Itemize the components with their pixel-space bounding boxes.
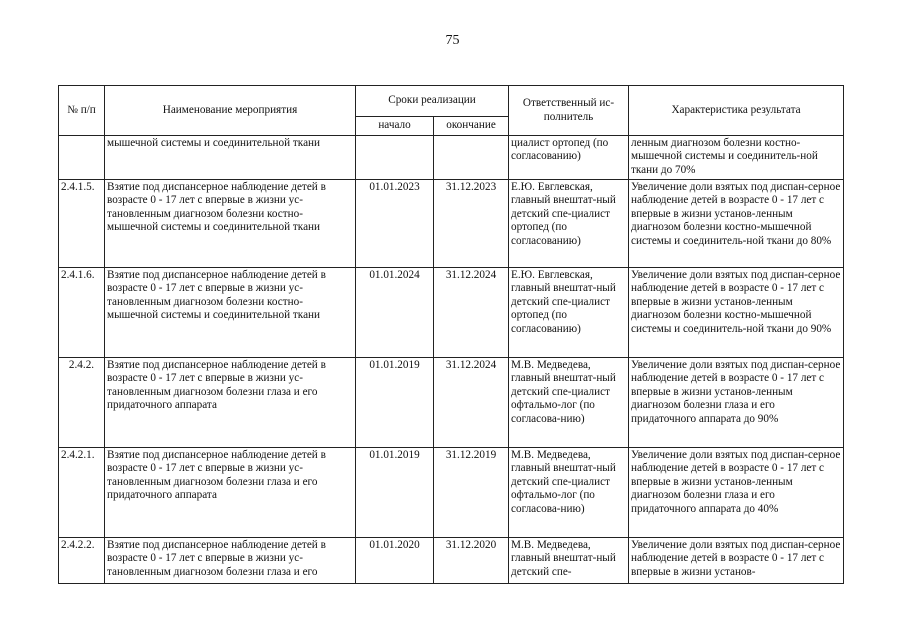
row-start: 01.01.2019 <box>356 358 434 448</box>
row-responsible: Е.Ю. Евглевская, главный внештат-ный детский спе-циалист ортопед (по согласованию) <box>509 268 629 358</box>
row-responsible: циалист ортопед (по согласованию) <box>509 136 629 180</box>
row-start: 01.01.2019 <box>356 448 434 538</box>
table-row <box>59 180 844 268</box>
header-row <box>59 86 844 117</box>
header-num: № п/п <box>59 86 105 136</box>
row-start: 01.01.2023 <box>356 180 434 268</box>
row-result: Увеличение доли взятых под диспан-серное наблюдение детей в возрасте 0 - 17 лет с впервые в жизни установ-ленным диагнозом болезни глаза и его придаточного аппарата до 40% <box>629 448 844 538</box>
header-start: начало <box>356 117 434 136</box>
row-start: 01.01.2020 <box>356 538 434 584</box>
table-row <box>59 136 844 180</box>
row-responsible: М.В. Медведева, главный внештат-ный детский спе- <box>509 538 629 584</box>
row-result: Увеличение доли взятых под диспан-серное наблюдение детей в возрасте 0 - 17 лет с впервые в жизни установ- <box>629 538 844 584</box>
row-num: 2.4.2. <box>59 358 105 448</box>
row-start <box>356 136 434 180</box>
table-row <box>59 268 844 358</box>
activities-table <box>58 85 844 584</box>
row-end <box>434 136 509 180</box>
table-row <box>59 538 844 584</box>
row-name: Взятие под диспансерное наблюдение детей в возрасте 0 - 17 лет с впервые в жизни ус-тановленным диагнозом болезни костно-мышечной системы и соединительной ткани <box>105 268 356 358</box>
row-end: 31.12.2020 <box>434 538 509 584</box>
header-name: Наименование мероприятия <box>105 86 356 136</box>
row-start: 01.01.2024 <box>356 268 434 358</box>
row-responsible: М.В. Медведева, главный внештат-ный детский спе-циалист офтальмо-лог (по согласова-нию) <box>509 358 629 448</box>
row-result: Увеличение доли взятых под диспан-серное наблюдение детей в возрасте 0 - 17 лет с впервые в жизни установ-ленным диагнозом болезни костно-мышечной системы и соединитель-ной ткани до 90% <box>629 268 844 358</box>
table-row <box>59 358 844 448</box>
row-end: 31.12.2023 <box>434 180 509 268</box>
row-name: мышечной системы и соединительной ткани <box>105 136 356 180</box>
row-responsible: Е.Ю. Евглевская, главный внештат-ный детский спе-циалист ортопед (по согласованию) <box>509 180 629 268</box>
row-result: ленным диагнозом болезни костно-мышечной системы и соединитель-ной ткани до 70% <box>629 136 844 180</box>
row-responsible: М.В. Медведева, главный внештат-ный детский спе-циалист офтальмо-лог (по согласова-нию) <box>509 448 629 538</box>
row-name: Взятие под диспансерное наблюдение детей в возрасте 0 - 17 лет с впервые в жизни ус-тановленным диагнозом болезни костно-мышечной системы и соединительной ткани <box>105 180 356 268</box>
row-num: 2.4.1.5. <box>59 180 105 268</box>
header-end: окончание <box>434 117 509 136</box>
row-end: 31.12.2024 <box>434 358 509 448</box>
table-row <box>59 448 844 538</box>
row-num: 2.4.1.6. <box>59 268 105 358</box>
row-num: 2.4.2.1. <box>59 448 105 538</box>
row-name: Взятие под диспансерное наблюдение детей в возрасте 0 - 17 лет с впервые в жизни ус-тановленным диагнозом болезни глаза и его <box>105 538 356 584</box>
row-name: Взятие под диспансерное наблюдение детей в возрасте 0 - 17 лет с впервые в жизни ус-тановленным диагнозом болезни глаза и его придаточного аппарата <box>105 448 356 538</box>
header-result: Характеристика результата <box>629 86 844 136</box>
row-end: 31.12.2019 <box>434 448 509 538</box>
header-responsible: Ответственный ис-полнитель <box>509 86 629 136</box>
row-result: Увеличение доли взятых под диспан-серное наблюдение детей в возрасте 0 - 17 лет с впервые в жизни установ-ленным диагнозом болезни костно-мышечной системы и соединитель-ной ткани до 80% <box>629 180 844 268</box>
row-result: Увеличение доли взятых под диспан-серное наблюдение детей в возрасте 0 - 17 лет с впервые в жизни установ-ленным диагнозом болезни глаза и его придаточного аппарата до 90% <box>629 358 844 448</box>
row-num <box>59 136 105 180</box>
page-number: 75 <box>445 33 460 48</box>
row-name: Взятие под диспансерное наблюдение детей в возрасте 0 - 17 лет с впервые в жизни ус-тановленным диагнозом болезни глаза и его придаточного аппарата <box>105 358 356 448</box>
row-end: 31.12.2024 <box>434 268 509 358</box>
header-period: Сроки реализации <box>356 86 509 117</box>
row-num: 2.4.2.2. <box>59 538 105 584</box>
